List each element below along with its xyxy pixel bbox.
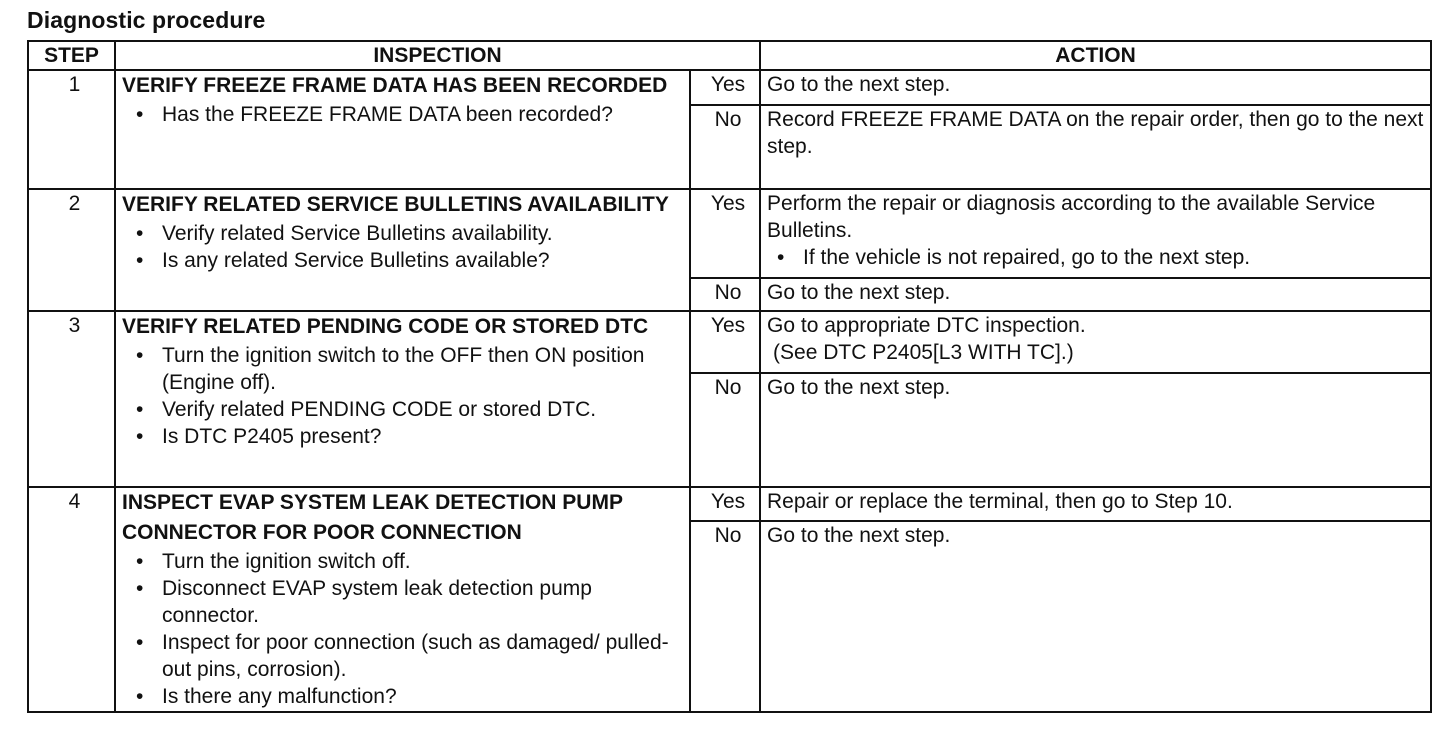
no-label: No <box>690 105 760 189</box>
action-bullets <box>767 244 1430 271</box>
inspection-bullet: • Is there any malfunction? <box>136 685 397 708</box>
step-row-yes <box>28 487 1431 521</box>
inspection-bullets <box>122 101 689 128</box>
no-label: No <box>690 373 760 487</box>
yes-label: Yes <box>690 189 760 278</box>
header-inspection: INSPECTION <box>115 41 760 70</box>
diagnostic-table <box>27 40 1432 713</box>
inspection-bullets <box>122 342 689 450</box>
inspection-bullet: • Turn the ignition switch off. <box>136 550 411 573</box>
yes-label: Yes <box>690 487 760 521</box>
inspection-bullet: • Disconnect EVAP system leak detection pump connector. <box>136 577 592 627</box>
inspection-title: INSPECT EVAP SYSTEM LEAK DETECTION PUMP CONNECTOR FOR POOR CONNECTION <box>122 491 623 544</box>
inspection-bullet: • Verify related Service Bulletins availability. <box>136 222 553 245</box>
inspection-cell <box>115 487 690 712</box>
no-action: Go to the next step. <box>760 373 1431 487</box>
yes-action: Go to the next step. <box>760 70 1431 105</box>
step-row-yes <box>28 70 1431 105</box>
header-step: STEP <box>28 41 115 70</box>
inspection-title: VERIFY RELATED SERVICE BULLETINS AVAILABILITY <box>122 193 669 216</box>
inspection-title: VERIFY FREEZE FRAME DATA HAS BEEN RECORDED <box>122 74 668 97</box>
inspection-cell <box>115 189 690 311</box>
no-label: No <box>690 278 760 311</box>
action-bullet: • If the vehicle is not repaired, go to the next step. <box>777 246 1251 269</box>
inspection-bullet: • Has the FREEZE FRAME DATA been recorded? <box>136 103 613 126</box>
yes-action: Perform the repair or diagnosis according to the available Service Bulletins. • If the vehicle is not repaired, go to the next step. <box>760 189 1431 278</box>
inspection-cell <box>115 311 690 487</box>
header-action: ACTION <box>760 41 1431 70</box>
inspection-bullet: • Is any related Service Bulletins available? <box>136 249 550 272</box>
header-row <box>28 41 1431 70</box>
step-number: 2 <box>28 189 115 311</box>
step-row-yes <box>28 189 1431 278</box>
inspection-title: VERIFY RELATED PENDING CODE OR STORED DTC <box>122 315 649 338</box>
step-number: 1 <box>28 70 115 189</box>
no-action: Record FREEZE FRAME DATA on the repair order, then go to the next step. <box>760 105 1431 189</box>
inspection-bullet: • Is DTC P2405 present? <box>136 425 382 448</box>
step-number: 3 <box>28 311 115 487</box>
yes-label: Yes <box>690 311 760 373</box>
no-action: Go to the next step. <box>760 521 1431 712</box>
yes-action: Go to appropriate DTC inspection. (See DTC P2405[L3 WITH TC].) <box>760 311 1431 373</box>
inspection-bullet: • Verify related PENDING CODE or stored DTC. <box>136 398 597 421</box>
step-row-yes <box>28 311 1431 373</box>
no-label: No <box>690 521 760 712</box>
inspection-cell <box>115 70 690 189</box>
inspection-bullet: • Inspect for poor connection (such as damaged/ pulled-out pins, corrosion). <box>136 631 669 681</box>
no-action: Go to the next step. <box>760 278 1431 311</box>
page-title: Diagnostic procedure <box>27 7 266 33</box>
inspection-bullet: • Turn the ignition switch to the OFF then ON position (Engine off). <box>136 344 645 394</box>
yes-action: Repair or replace the terminal, then go to Step 10. <box>760 487 1431 521</box>
inspection-bullets <box>122 220 689 274</box>
step-number: 4 <box>28 487 115 712</box>
yes-label: Yes <box>690 70 760 105</box>
inspection-bullets <box>122 548 689 710</box>
